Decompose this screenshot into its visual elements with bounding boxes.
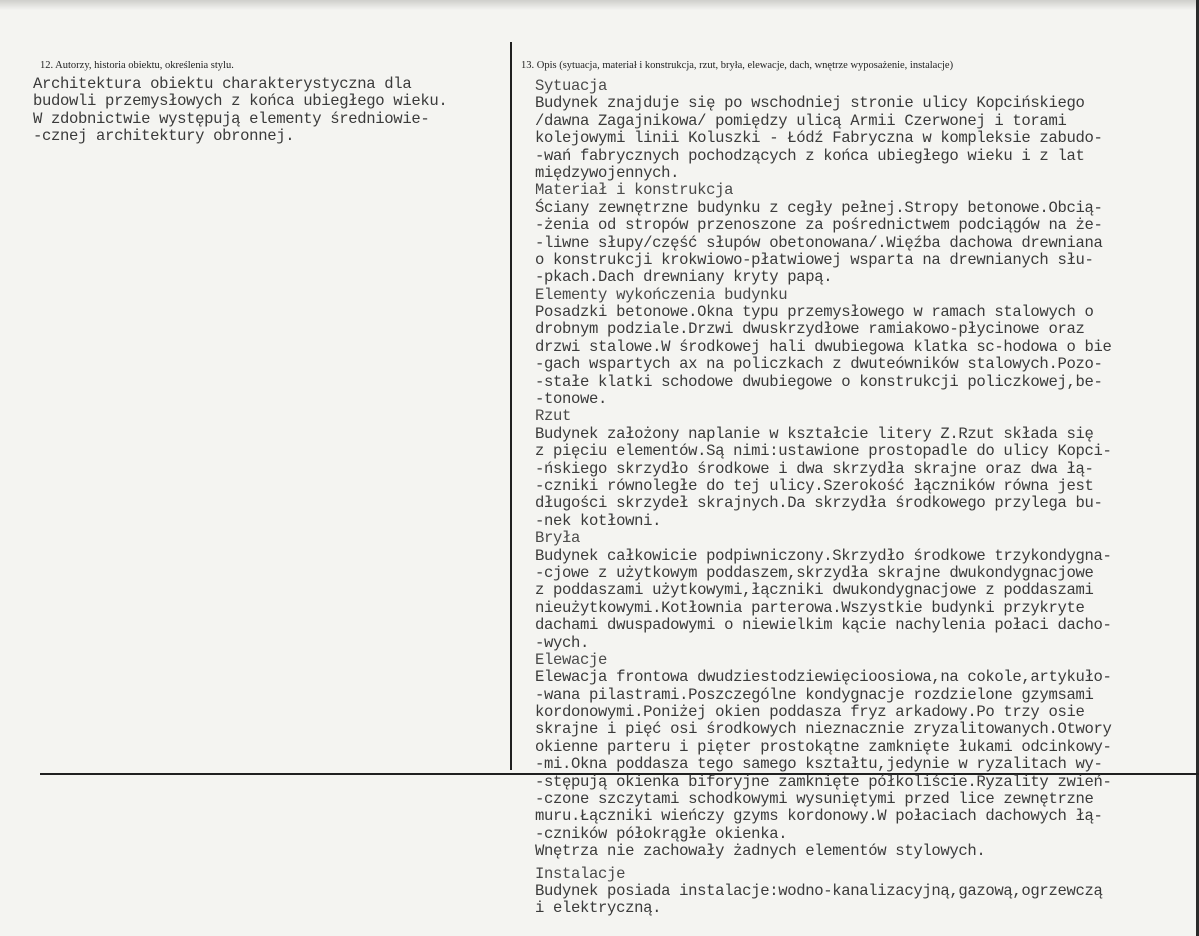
text-line: kolejowymi linii Koluszki - Łódź Fabryczna w kompleksie zabudo- xyxy=(535,129,1103,148)
text-line: -liwne słupy/część słupów obetonowana/.Więźba dachowa drewniana xyxy=(535,233,1103,252)
text-line: nieużytkowymi.Kotłownia parterowa.Wszystkie budynki przykryte xyxy=(535,598,1085,617)
text-line: Architektura obiektu charakterystyczna dla xyxy=(33,75,412,93)
section-13-text xyxy=(535,78,1112,918)
section-heading: Materiał i konstrukcja xyxy=(535,181,734,200)
section-heading: Instalacje xyxy=(535,864,626,883)
text-line: o konstrukcji krokwiowo-płatwiowej wsparta na drewnianych słu- xyxy=(535,250,1094,269)
text-line: drzwi stalowe.W środkowej hali dwubiegowa klatka sc-hodowa o bie xyxy=(535,337,1112,356)
column-divider xyxy=(510,42,512,770)
text-line: budowli przemysłowych z końca ubiegłego wieku. xyxy=(33,92,448,111)
text-line: -czone szczytami schodkowymi wysuniętymi przed lice zewnętrzne xyxy=(535,790,1094,809)
text-line: drobnym podziale.Drzwi dwuskrzydłowe ramiakowo-płycinowe oraz xyxy=(535,320,1085,339)
section-13-header: 13. Opis (sytuacja, materiał i konstrukcja, rzut, bryła, elewacje, dach, wnętrze wyposażenie, instalacje) xyxy=(521,60,954,71)
text-line: -stępują okienka biforyjne zamknięte półkoliście.Ryzality zwień- xyxy=(535,772,1112,791)
text-line: -czników półokrągłe okienka. xyxy=(535,824,788,843)
text-line: -mi.Okna poddasza tego samego kształtu,jedynie w ryzalitach wy- xyxy=(535,755,1103,774)
text-line: -gach wspartych ax na policzkach z dwuteówników stalowych.Pozo- xyxy=(535,355,1103,374)
text-line: -tonowe. xyxy=(535,390,608,409)
text-line: -ńskiego skrzydło środkowe i dwa skrzydła skrajne oraz dwa łą- xyxy=(535,459,1094,478)
text-line: Budynek całkowicie podpiwniczony.Skrzydło środkowe trzykondygna- xyxy=(535,546,1112,565)
text-line: Budynek posiada instalacje:wodno-kanalizacyjną,gazową,ogrzewczą xyxy=(535,881,1103,900)
text-line: skrajne i pięć osi środkowych nieznacznie zryzalitowanych.Otwory xyxy=(535,720,1112,739)
text-line: Wnętrza nie zachowały żadnych elementów stylowych. xyxy=(535,842,986,861)
text-line: z poddaszami użytkowymi,łączniki dwukondygnacjowe z poddaszami xyxy=(535,581,1094,600)
section-12-header: 12. Autorzy, historia obiektu, określenia stylu. xyxy=(40,60,234,71)
text-line: okienne parteru i pięter prostokątne zamknięte łukami odcinkowy- xyxy=(535,737,1112,756)
text-line: Elewacja frontowa dwudziestodziewięcioosiowa,na cokole,artykuło- xyxy=(535,668,1112,687)
text-line: -nek kotłowni. xyxy=(535,511,662,530)
text-line: kordonowymi.Poniżej okien poddasza fryz arkadowy.Po trzy osie xyxy=(535,703,1085,722)
text-line: -cjowe z użytkowym poddaszem,skrzydła skrajne dwukondygnacjowe xyxy=(535,563,1094,582)
text-line: Budynek znajduje się po wschodniej stronie ulicy Kopcińskiego xyxy=(535,94,1085,113)
text-line: i elektryczną. xyxy=(535,899,662,918)
section-heading: Sytuacja xyxy=(535,77,608,95)
text-line: W zdobnictwie występują elementy średniowie- xyxy=(33,109,430,128)
text-line: z pięciu elementów.Są nimi:ustawione prostopadle do ulicy Kopci- xyxy=(535,442,1112,461)
text-line: -wań fabrycznych pochodzących z końca ubiegłego wieku i z lat xyxy=(535,146,1085,165)
text-line: -stałe klatki schodowe dwubiegowe o konstrukcji policzkowej,be- xyxy=(535,372,1103,391)
section-heading: Elewacje xyxy=(535,650,608,669)
text-line: -wych. xyxy=(535,633,590,652)
text-line: dachami dwuspadowymi o niewielkim kącie nachylenia połaci dacho- xyxy=(535,616,1112,635)
section-heading: Bryła xyxy=(535,529,581,548)
text-line: Budynek założony naplanie w kształcie litery Z.Rzut składa się xyxy=(535,424,1094,443)
section-heading: Elementy wykończenia budynku xyxy=(535,285,788,304)
text-line: Ściany zewnętrzne budynku z cegły pełnej.Stropy betonowe.Obcią- xyxy=(535,198,1103,217)
text-line: -cznej architektury obronnej. xyxy=(33,127,295,146)
text-line: -pkach.Dach drewniany kryty papą. xyxy=(535,268,833,287)
section-12-text xyxy=(33,76,447,146)
text-line: długości skrzydeł skrajnych.Da skrzydła środkowego przylega bu- xyxy=(535,494,1103,513)
text-line: międzywojennych. xyxy=(535,163,680,182)
text-line: /dawna Zagajnikowa/ pomiędzy ulicą Armii Czerwonej i torami xyxy=(535,111,1067,130)
text-line: -wana pilastrami.Poszczególne kondygnacje rozdzielone gzymsami xyxy=(535,685,1094,704)
text-line: muru.Łączniki wieńczy gzyms kordonowy.W połaciach dachowych łą- xyxy=(535,807,1103,826)
section-heading: Rzut xyxy=(535,407,572,426)
text-line: -żenia od stropów przenoszone za pośrednictwem podciągów na że- xyxy=(535,216,1103,235)
page-top-edge xyxy=(0,0,1199,10)
text-line: -czniki równoległe do tej ulicy.Szerokość łączników równa jest xyxy=(535,476,1094,495)
text-line: Posadzki betonowe.Okna typu przemysłowego w ramach stalowych o xyxy=(535,303,1094,322)
